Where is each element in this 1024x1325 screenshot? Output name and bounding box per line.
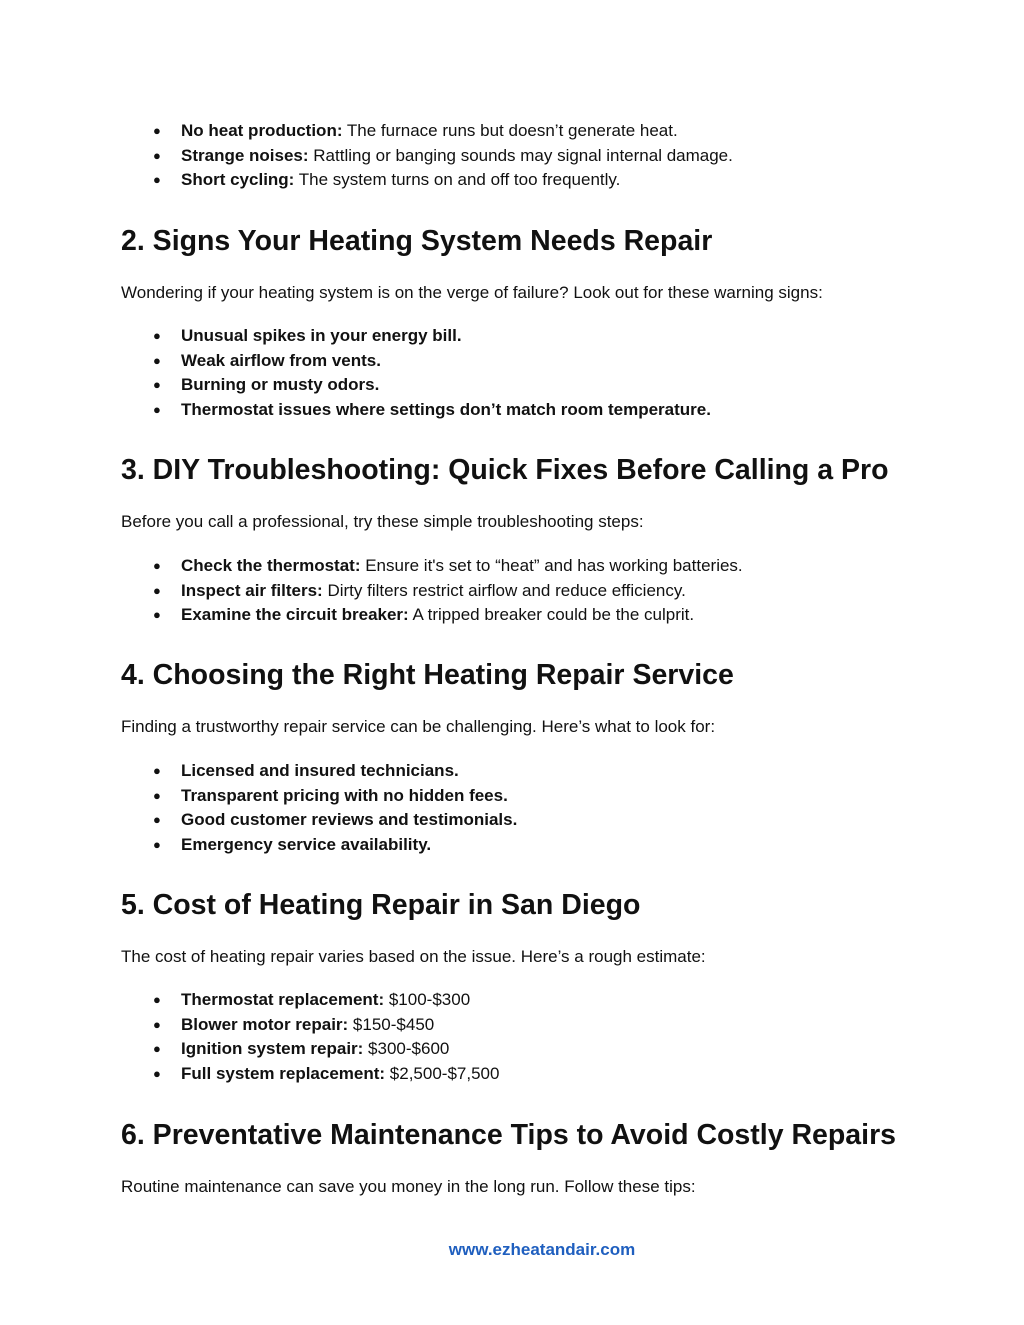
list-item: ● Blower motor repair: $150-$450 xyxy=(121,1013,499,1038)
bullet-icon: ● xyxy=(153,172,161,187)
section-heading: 5. Cost of Heating Repair in San Diego xyxy=(121,889,641,921)
bullet-icon: ● xyxy=(153,836,161,852)
bullet-icon: ● xyxy=(153,1016,161,1032)
bullet-icon: ● xyxy=(153,812,161,827)
list-item: ● Full system replacement: $2,500-$7,500 xyxy=(121,1062,499,1087)
list-item: ● Thermostat issues where settings don’t match room temperature. xyxy=(121,398,711,423)
list-item: ● Strange noises: Rattling or banging sounds may signal internal damage. xyxy=(121,144,733,169)
footer-website-link[interactable]: www.ezheatandair.com xyxy=(448,1240,636,1259)
list-item: ● Examine the circuit breaker: A tripped breaker could be the culprit. xyxy=(121,603,743,628)
list-item: ● Thermostat replacement: $100-$300 xyxy=(121,988,499,1013)
list-item: ● Check the thermostat: Ensure it's set to “heat” and has working batteries. xyxy=(121,554,743,579)
bullet-icon: ● xyxy=(153,147,161,163)
section-bullet-list xyxy=(121,554,743,628)
section-heading: 6. Preventative Maintenance Tips to Avoid Costly Repairs xyxy=(121,1119,897,1151)
list-item: ● Emergency service availability. xyxy=(121,833,517,858)
section-intro: Finding a trustworthy repair service can be challenging. Here’s what to look for: xyxy=(121,717,716,736)
bullet-icon: ● xyxy=(153,787,161,803)
bullet-icon: ● xyxy=(153,401,161,417)
section-intro: The cost of heating repair varies based on the issue. Here’s a rough estimate: xyxy=(121,947,706,966)
section-intro: Wondering if your heating system is on the verge of failure? Look out for these warning signs: xyxy=(121,283,823,302)
list-item: ● Weak airflow from vents. xyxy=(121,349,711,374)
bullet-icon: ● xyxy=(153,352,161,368)
section-bullet-list xyxy=(121,759,517,857)
bullet-icon: ● xyxy=(153,1041,161,1056)
list-item: ● Transparent pricing with no hidden fees. xyxy=(121,784,517,809)
list-item: ● Good customer reviews and testimonials. xyxy=(121,808,517,833)
section-heading: 3. DIY Troubleshooting: Quick Fixes Before Calling a Pro xyxy=(121,454,889,486)
bullet-icon: ● xyxy=(153,558,161,573)
list-item: ● Unusual spikes in your energy bill. xyxy=(121,324,711,349)
bullet-icon: ● xyxy=(153,582,161,598)
bullet-icon: ● xyxy=(153,607,161,622)
bullet-icon: ● xyxy=(153,377,161,392)
list-item: ● No heat production: The furnace runs but doesn’t generate heat. xyxy=(121,119,733,144)
intro-bullet-list xyxy=(121,119,733,193)
section-bullet-list xyxy=(121,988,499,1086)
section-heading: 4. Choosing the Right Heating Repair Service xyxy=(121,659,734,691)
section-bullet-list xyxy=(121,324,711,422)
list-item: ● Short cycling: The system turns on and off too frequently. xyxy=(121,168,733,193)
list-item: ● Burning or musty odors. xyxy=(121,373,711,398)
section-intro: Before you call a professional, try these simple troubleshooting steps: xyxy=(121,512,644,531)
list-item: ● Licensed and insured technicians. xyxy=(121,759,517,784)
bullet-icon: ● xyxy=(153,763,161,778)
bullet-icon: ● xyxy=(153,1065,161,1081)
list-item: ● Inspect air filters: Dirty filters restrict airflow and reduce efficiency. xyxy=(121,579,743,604)
section-intro: Routine maintenance can save you money in the long run. Follow these tips: xyxy=(121,1177,696,1196)
bullet-icon: ● xyxy=(153,328,161,343)
list-item: ● Ignition system repair: $300-$600 xyxy=(121,1037,499,1062)
bullet-icon: ● xyxy=(153,123,161,138)
section-heading: 2. Signs Your Heating System Needs Repair xyxy=(121,225,713,257)
bullet-icon: ● xyxy=(153,992,161,1007)
